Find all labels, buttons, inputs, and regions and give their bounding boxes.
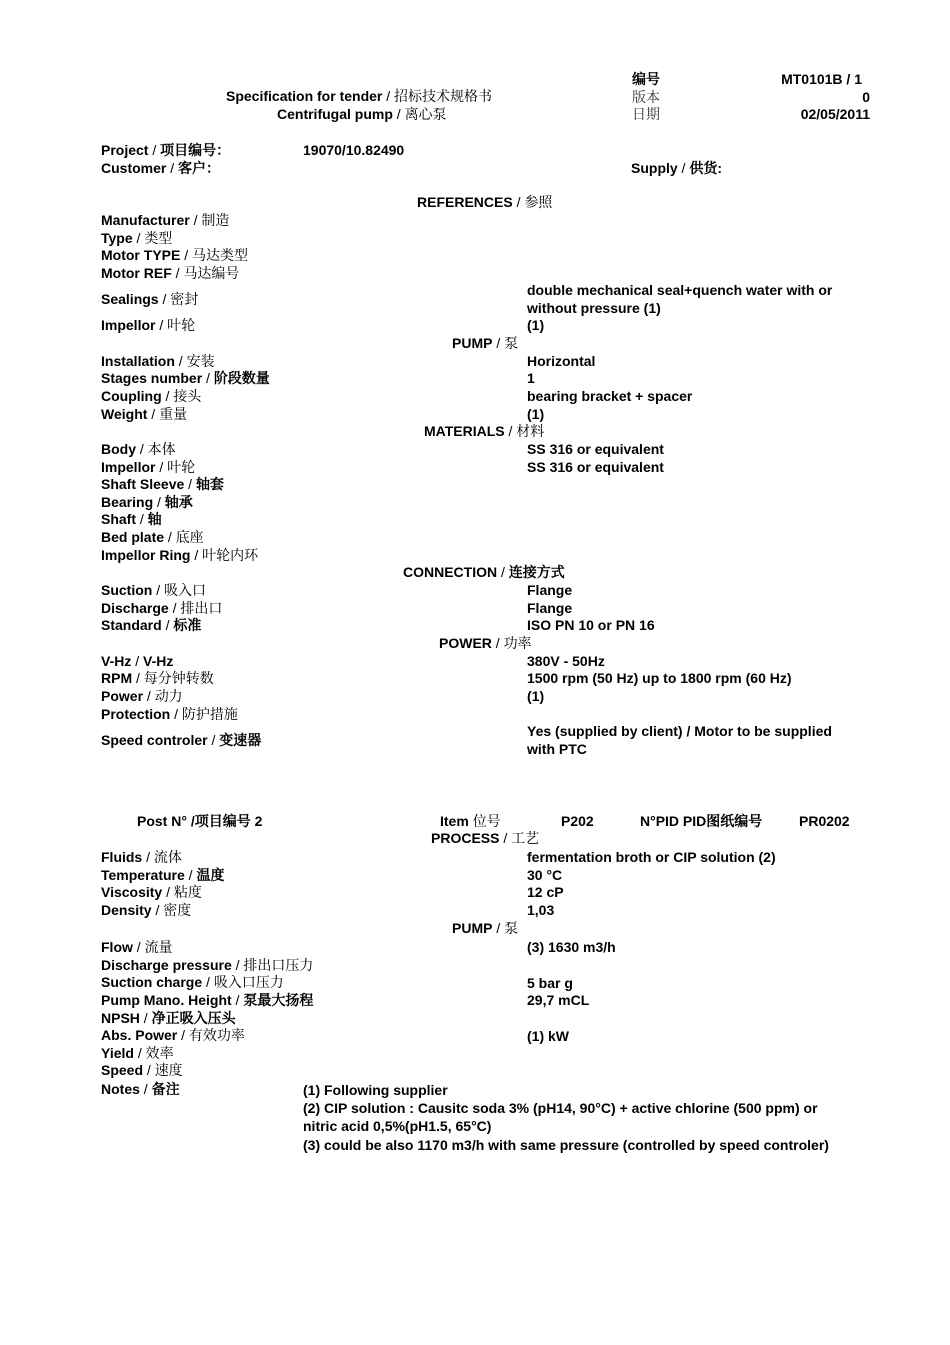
item-value: P202 <box>561 813 594 829</box>
stages-value: 1 <box>527 370 535 386</box>
row-protection: Protection / 防护措施 <box>101 706 238 722</box>
section-references: REFERENCES / 参照 <box>417 194 553 210</box>
row-sealings: Sealings / 密封 <box>101 291 199 307</box>
body-value: SS 316 or equivalent <box>527 441 664 457</box>
row-npsh: NPSH / 净正吸入压头 <box>101 1010 236 1026</box>
row-vhz: V-Hz / V-Hz <box>101 653 174 669</box>
row-fluids: Fluids / 流体 <box>101 849 182 865</box>
row-standard: Standard / 标准 <box>101 617 202 633</box>
temperature-value: 30 °C <box>527 867 563 883</box>
version-label: 版本 <box>632 89 660 105</box>
power-value: (1) <box>527 688 545 704</box>
row-body: Body / 本体 <box>101 441 176 457</box>
doc-number-label: 编号 <box>632 71 660 87</box>
row-type: Type / 类型 <box>101 230 173 246</box>
date-label: 日期 <box>632 106 660 122</box>
row-speed: Speed / 速度 <box>101 1062 183 1078</box>
row-motor-ref: Motor REF / 马达编号 <box>101 265 240 281</box>
density-value: 1,03 <box>527 902 555 918</box>
row-flow: Flow / 流量 <box>101 939 173 955</box>
pid-label: N°PID PID图纸编号 <box>640 813 763 829</box>
item-label: Item 位号 <box>440 813 501 829</box>
project-value: 19070/10.82490 <box>303 142 405 158</box>
row-bearing: Bearing / 轴承 <box>101 494 193 510</box>
row-installation: Installation / 安装 <box>101 353 215 369</box>
row-discharge: Discharge / 排出口 <box>101 600 223 616</box>
row-pump-mano: Pump Mano. Height / 泵最大扬程 <box>101 992 314 1008</box>
row-manufacturer: Manufacturer / 制造 <box>101 212 230 228</box>
customer-label: Customer / 客户： <box>101 160 221 176</box>
row-temperature: Temperature / 温度 <box>101 867 225 883</box>
row-speed-controler: Speed controler / 变速器 <box>101 732 262 748</box>
row-impellor-ref: Impellor / 叶轮 <box>101 317 196 333</box>
row-abs-power: Abs. Power / 有效功率 <box>101 1027 245 1043</box>
row-weight: Weight / 重量 <box>101 406 188 422</box>
date-value: 02/05/2011 <box>800 106 870 122</box>
note-1: (1) Following supplier <box>303 1082 448 1098</box>
note-2: (2) CIP solution : Causitc soda 3% (pH14, 90°C) + active chlorine (500 ppm) or <box>303 1100 818 1116</box>
viscosity-value: 12 cP <box>527 884 564 900</box>
row-motor-type: Motor TYPE / 马达类型 <box>101 247 249 263</box>
row-shaft: Shaft / 轴 <box>101 511 162 527</box>
speed-controler-value-line2: with PTC <box>527 741 587 757</box>
coupling-value: bearing bracket + spacer <box>527 388 693 404</box>
post-label: Post N° /项目编号 2 <box>137 813 263 829</box>
section-pump-process: PUMP / 泵 <box>452 920 519 936</box>
section-pump: PUMP / 泵 <box>452 335 519 351</box>
vhz-value: 380V - 50Hz <box>527 653 605 669</box>
version-value: 0 <box>862 89 870 105</box>
note-3: (3) could be also 1170 m3/h with same pressure (controlled by speed controler) <box>303 1137 829 1153</box>
document-title: Specification for tender / 招标技术规格书 <box>226 88 493 104</box>
row-impellor-ring: Impellor Ring / 叶轮内环 <box>101 547 259 563</box>
row-rpm: RPM / 每分钟转数 <box>101 670 214 686</box>
rpm-value: 1500 rpm (50 Hz) up to 1800 rpm (60 Hz) <box>527 670 792 686</box>
row-suction-charge: Suction charge / 吸入口压力 <box>101 974 284 990</box>
pump-mano-value: 29,7 mCL <box>527 992 590 1008</box>
row-bed-plate: Bed plate / 底座 <box>101 529 204 545</box>
weight-value: (1) <box>527 406 545 422</box>
speed-controler-value-line1: Yes (supplied by client) / Motor to be supplied <box>527 723 832 739</box>
impellor-ref-value: (1) <box>527 317 545 333</box>
row-viscosity: Viscosity / 粘度 <box>101 884 202 900</box>
abs-power-value: (1) kW <box>527 1028 569 1044</box>
row-density: Density / 密度 <box>101 902 192 918</box>
discharge-value: Flange <box>527 600 573 616</box>
row-coupling: Coupling / 接头 <box>101 388 202 404</box>
supply-label: Supply / 供货: <box>631 160 723 176</box>
row-shaft-sleeve: Shaft Sleeve / 轴套 <box>101 476 224 492</box>
row-yield: Yield / 效率 <box>101 1045 174 1061</box>
sealings-value-line1: double mechanical seal+quench water with or <box>527 282 833 298</box>
row-power: Power / 动力 <box>101 688 183 704</box>
sealings-value-line2: without pressure (1) <box>527 300 661 316</box>
document-subtitle: Centrifugal pump / 离心泵 <box>277 106 447 122</box>
row-stages: Stages number / 阶段数量 <box>101 370 270 386</box>
standard-value: ISO PN 10 or PN 16 <box>527 617 655 633</box>
installation-value: Horizontal <box>527 353 596 369</box>
suction-charge-value: 5 bar g <box>527 975 573 991</box>
suction-value: Flange <box>527 582 573 598</box>
note-2-continued: nitric acid 0,5%(pH1.5, 65°C) <box>303 1118 492 1134</box>
row-discharge-pressure: Discharge pressure / 排出口压力 <box>101 957 314 973</box>
pid-value: PR0202 <box>799 813 850 829</box>
section-connection: CONNECTION / 连接方式 <box>403 564 565 580</box>
section-process: PROCESS / 工艺 <box>431 830 540 846</box>
flow-value: (3) 1630 m3/h <box>527 939 616 955</box>
section-materials: MATERIALS / 材料 <box>424 423 545 439</box>
row-suction: Suction / 吸入口 <box>101 582 207 598</box>
notes-label: Notes / 备注 <box>101 1081 180 1097</box>
row-impellor-material: Impellor / 叶轮 <box>101 459 196 475</box>
fluids-value: fermentation broth or CIP solution (2) <box>527 849 776 865</box>
section-power: POWER / 功率 <box>439 635 532 651</box>
impellor-material-value: SS 316 or equivalent <box>527 459 664 475</box>
doc-number: MT0101B / 1 <box>781 71 862 87</box>
project-label: Project / 项目编号： <box>101 142 231 158</box>
